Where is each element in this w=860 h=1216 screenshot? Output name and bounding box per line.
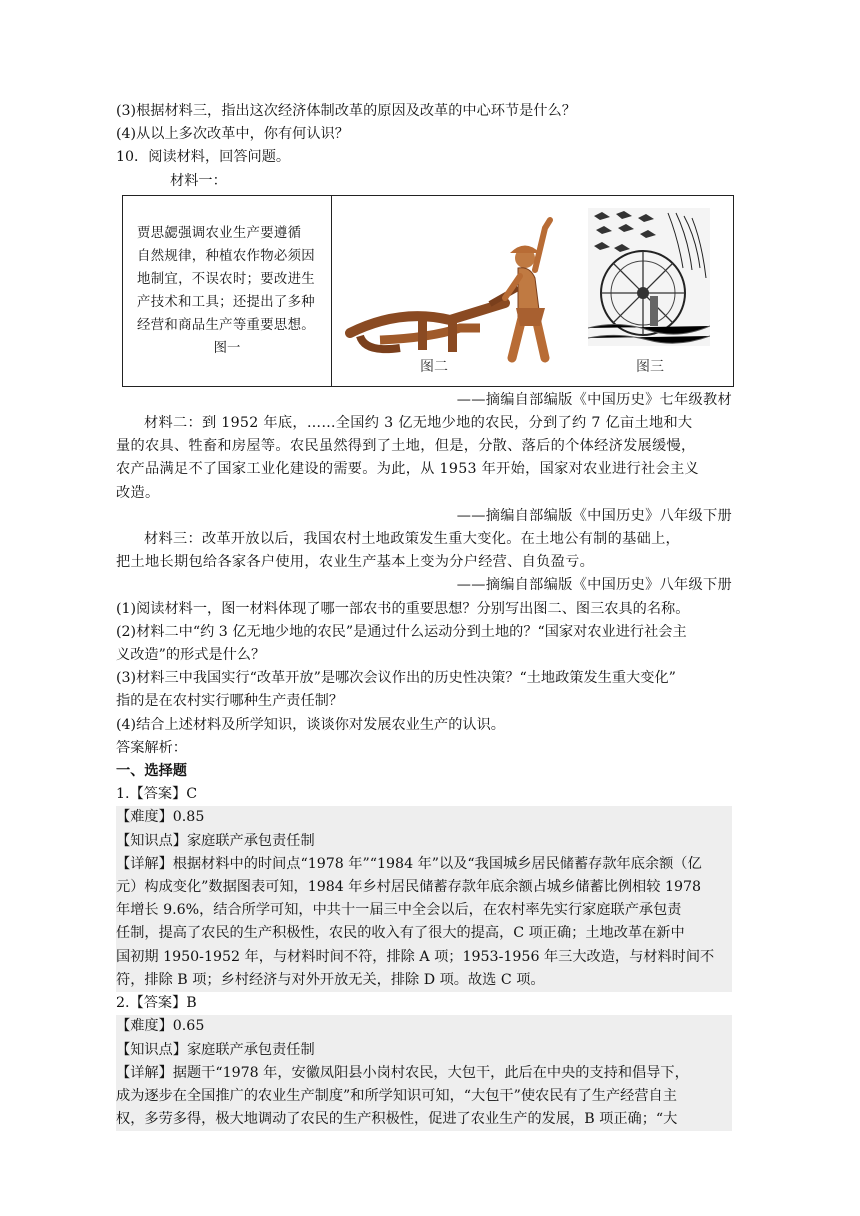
material-3-para bbox=[116, 528, 732, 551]
figures-2-3-cell bbox=[332, 195, 734, 386]
material-1-label: 材料一： bbox=[170, 172, 227, 189]
answer-2-detail-line: 权，多劳多得，极大地调动了农民的生产积极性，促进了农业生产的发展，B 项正确；“大 bbox=[116, 1111, 678, 1128]
material-2-source: ——摘编自部编版《中国历史》八年级下册 bbox=[456, 507, 732, 524]
material-3-source: ——摘编自部编版《中国历史》八年级下册 bbox=[456, 577, 732, 594]
figure-3-caption: 图三 bbox=[636, 358, 664, 375]
question-10-stem: 10．阅读材料，回答问题。 bbox=[116, 149, 291, 166]
sub-question: 指的是在农村实行哪种生产责任制？ bbox=[116, 693, 344, 710]
answers-heading: 答案解析： bbox=[116, 739, 187, 756]
sub-question: 义改造”的形式是什么？ bbox=[116, 647, 266, 664]
material-2-para bbox=[116, 412, 732, 435]
sub-question: (4)结合上述材料及所学知识，谈谈你对发展农业生产的认识。 bbox=[116, 716, 505, 733]
figure-1-cell bbox=[123, 195, 332, 386]
material-3-cont bbox=[116, 551, 732, 574]
material-1-source: ——摘编自部编版《中国历史》七年级教材 bbox=[456, 391, 732, 408]
question-9-part-3: (3)根据材料三，指出这次经济体制改革的原因及改革的中心环节是什么？ bbox=[116, 103, 576, 119]
answer-1-block bbox=[116, 806, 732, 992]
material-2-line: 改造。 bbox=[116, 484, 160, 501]
figure-1-line: 经营和商品生产等重要思想。 bbox=[137, 317, 315, 333]
figure-1-line: 自然规律，种植农作物必须因 bbox=[137, 248, 315, 264]
material-2-cont bbox=[116, 435, 732, 505]
answer-2-detail-line: 【详解】据题干“1978 年，安徽凤阳县小岗村农民，大包干，此后在中央的支持和倡导下， bbox=[116, 1064, 689, 1081]
figure-2-caption: 图二 bbox=[420, 358, 448, 375]
answer-2-knowledge: 【知识点】家庭联产承包责任制 bbox=[116, 1041, 315, 1058]
figure-1-caption: 图一 bbox=[213, 340, 241, 356]
answer-1-detail-line: 元）构成变化”数据图表可知，1984 年乡村居民储蓄存款年底余额占城乡储蓄比例相较 1978 bbox=[116, 879, 702, 896]
material-2-line: 量的农具、牲畜和房屋等。农民虽然得到了土地，但是，分散、落后的个体经济发展缓慢， bbox=[116, 438, 696, 455]
answer-1: 1.【答案】C bbox=[116, 786, 198, 803]
material-2-line: 材料二：到 1952 年底，……全国约 3 亿无地少地的农民，分到了约 7 亿亩土地和大 bbox=[144, 415, 693, 432]
figure-1-line: 地制宜，不误农时；要改进生 bbox=[137, 271, 315, 287]
material-2-line: 农产品满足不了国家工业化建设的需要。为此，从 1953 年开始，国家对农业进行社会主义 bbox=[116, 461, 699, 478]
material-1-table bbox=[122, 195, 734, 387]
plough-illustration bbox=[340, 208, 580, 368]
answer-2-detail-line: 成为逐步在全国推广的农业生产制度”和所学知识可知，“大包干”使农民有了生产经营自主 bbox=[116, 1087, 677, 1104]
sub-question: (3)材料三中我国实行“改革开放”是哪次会议作出的历史性决策？“土地政策发生重大变化” bbox=[116, 670, 676, 687]
answer-1-detail-line: 年增长 9.6%，结合所学可知，中共十一届三中全会以后，在农村率先实行家庭联产承包责 bbox=[116, 902, 682, 919]
figure-1-text bbox=[137, 222, 317, 337]
section-heading: 一、选择题 bbox=[116, 763, 187, 780]
answer-2-block bbox=[116, 1015, 732, 1131]
document-page bbox=[116, 100, 732, 1131]
figure-1-line: 产技术和工具；还提出了多种 bbox=[137, 294, 315, 310]
answer-1-detail-line: 任制，提高了农民的生产积极性，农民的收入有了很大的提高，C 项正确；土地改革在新中 bbox=[116, 925, 685, 942]
answer-2-difficulty: 【难度】0.65 bbox=[116, 1018, 205, 1035]
material-3-line: 材料三：改革开放以后，我国农村土地政策发生重大变化。在土地公有制的基础上， bbox=[144, 531, 681, 548]
question-9-part-4: (4)从以上多次改革中，你有何认识？ bbox=[116, 126, 349, 143]
figure-1-line: 贾思勰强调农业生产要遵循 bbox=[137, 225, 302, 241]
answer-1-detail-line: 国初期 1950-1952 年，与材料时间不符，排除 A 项；1953-1956 年三大改造，与材料时间不 bbox=[116, 948, 715, 965]
answer-1-knowledge: 【知识点】家庭联产承包责任制 bbox=[116, 832, 315, 849]
answer-1-difficulty: 【难度】0.85 bbox=[116, 809, 205, 826]
waterwheel-illustration bbox=[588, 208, 710, 346]
sub-question: (2)材料二中“约 3 亿无地少地的农民”是通过什么运动分到土地的？“国家对农业进行社会主 bbox=[116, 623, 687, 640]
answer-1-detail-line: 【详解】根据材料中的时间点“1978 年”“1984 年”以及“我国城乡居民储蓄存款年底余额（亿 bbox=[116, 855, 702, 872]
sub-question: (1)阅读材料一，图一材料体现了哪一部农书的重要思想？分别写出图二、图三农具的名称。 bbox=[116, 600, 690, 617]
material-3-line: 把土地长期包给各家各户使用，农业生产基本上变为分户经营、自负盈亏。 bbox=[116, 554, 595, 571]
answer-1-detail-line: 符，排除 B 项；乡村经济与对外开放无关，排除 D 项。故选 C 项。 bbox=[116, 971, 545, 988]
answer-2: 2.【答案】B bbox=[116, 995, 197, 1012]
